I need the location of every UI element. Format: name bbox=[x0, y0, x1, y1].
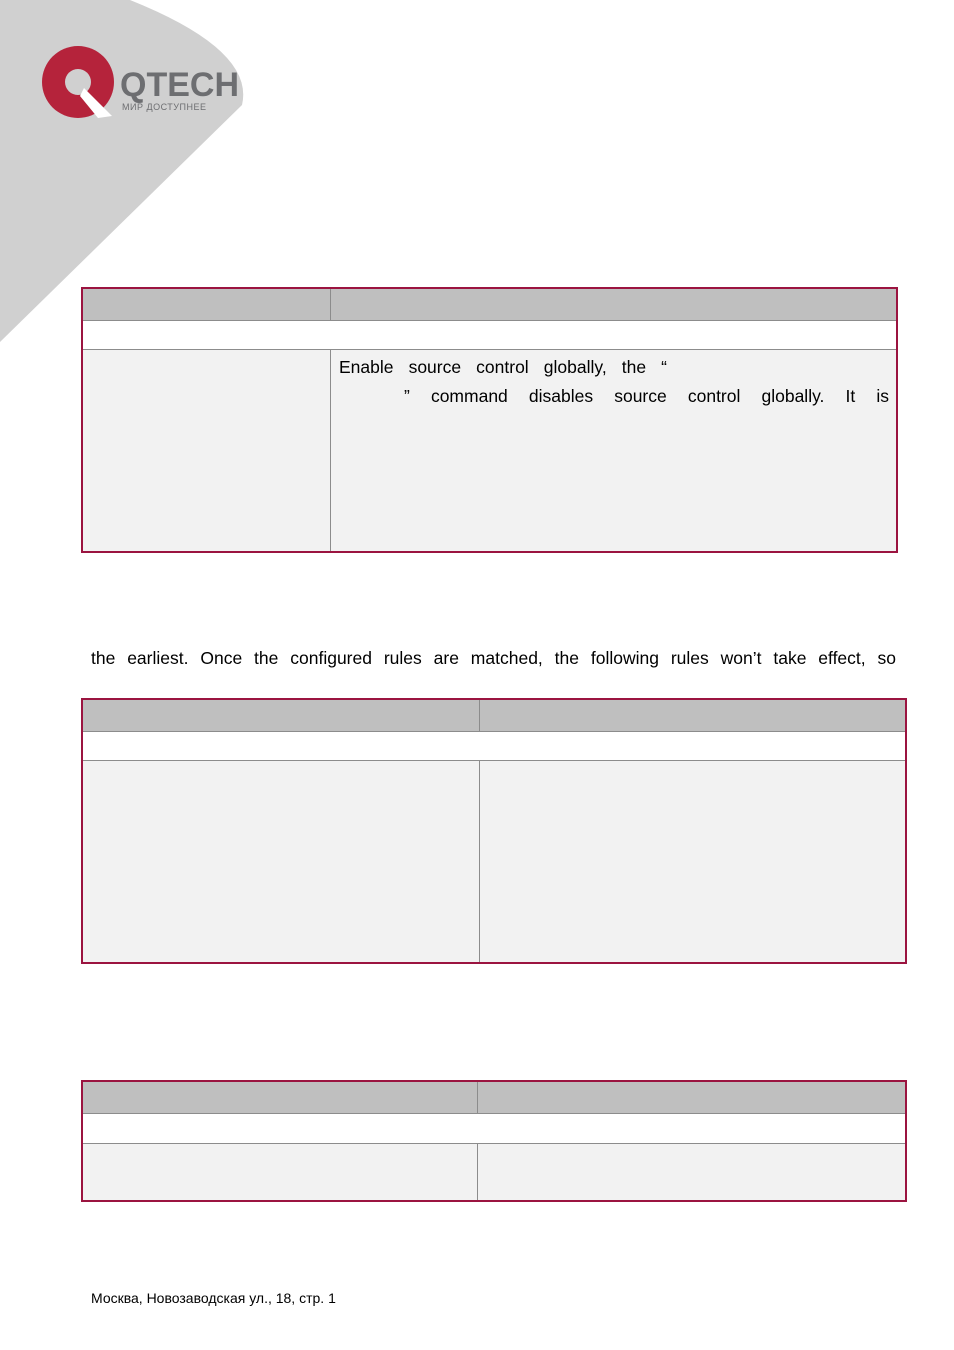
table-header-row bbox=[83, 700, 905, 731]
table-body-row bbox=[83, 350, 896, 551]
svg-text:МИР ДОСТУПНЕЕ: МИР ДОСТУПНЕЕ bbox=[122, 102, 207, 112]
footer-address: Москва, Новозаводская ул., 18, стр. 1 bbox=[91, 1290, 336, 1306]
cell-line-2: ” command disables source control globally. It is bbox=[404, 386, 889, 406]
table-body-row bbox=[83, 1144, 905, 1200]
table-subheader-row bbox=[83, 1113, 905, 1144]
table-body-row bbox=[83, 761, 905, 962]
command-table-3 bbox=[81, 1080, 907, 1202]
svg-text:QTECH: QTECH bbox=[120, 66, 239, 104]
table-header-row bbox=[83, 1082, 905, 1113]
table-subheader-row bbox=[83, 320, 896, 350]
qtech-logo bbox=[40, 44, 240, 124]
cell-line-1: Enable source control globally, the “ bbox=[339, 357, 667, 377]
command-table-2 bbox=[81, 698, 907, 964]
command-table-1 bbox=[81, 287, 898, 553]
body-paragraph-line: the earliest. Once the configured rules are matched, the following rules won’t take effect, so bbox=[91, 648, 896, 668]
table-subheader-row bbox=[83, 731, 905, 761]
table-header-row bbox=[83, 289, 896, 320]
